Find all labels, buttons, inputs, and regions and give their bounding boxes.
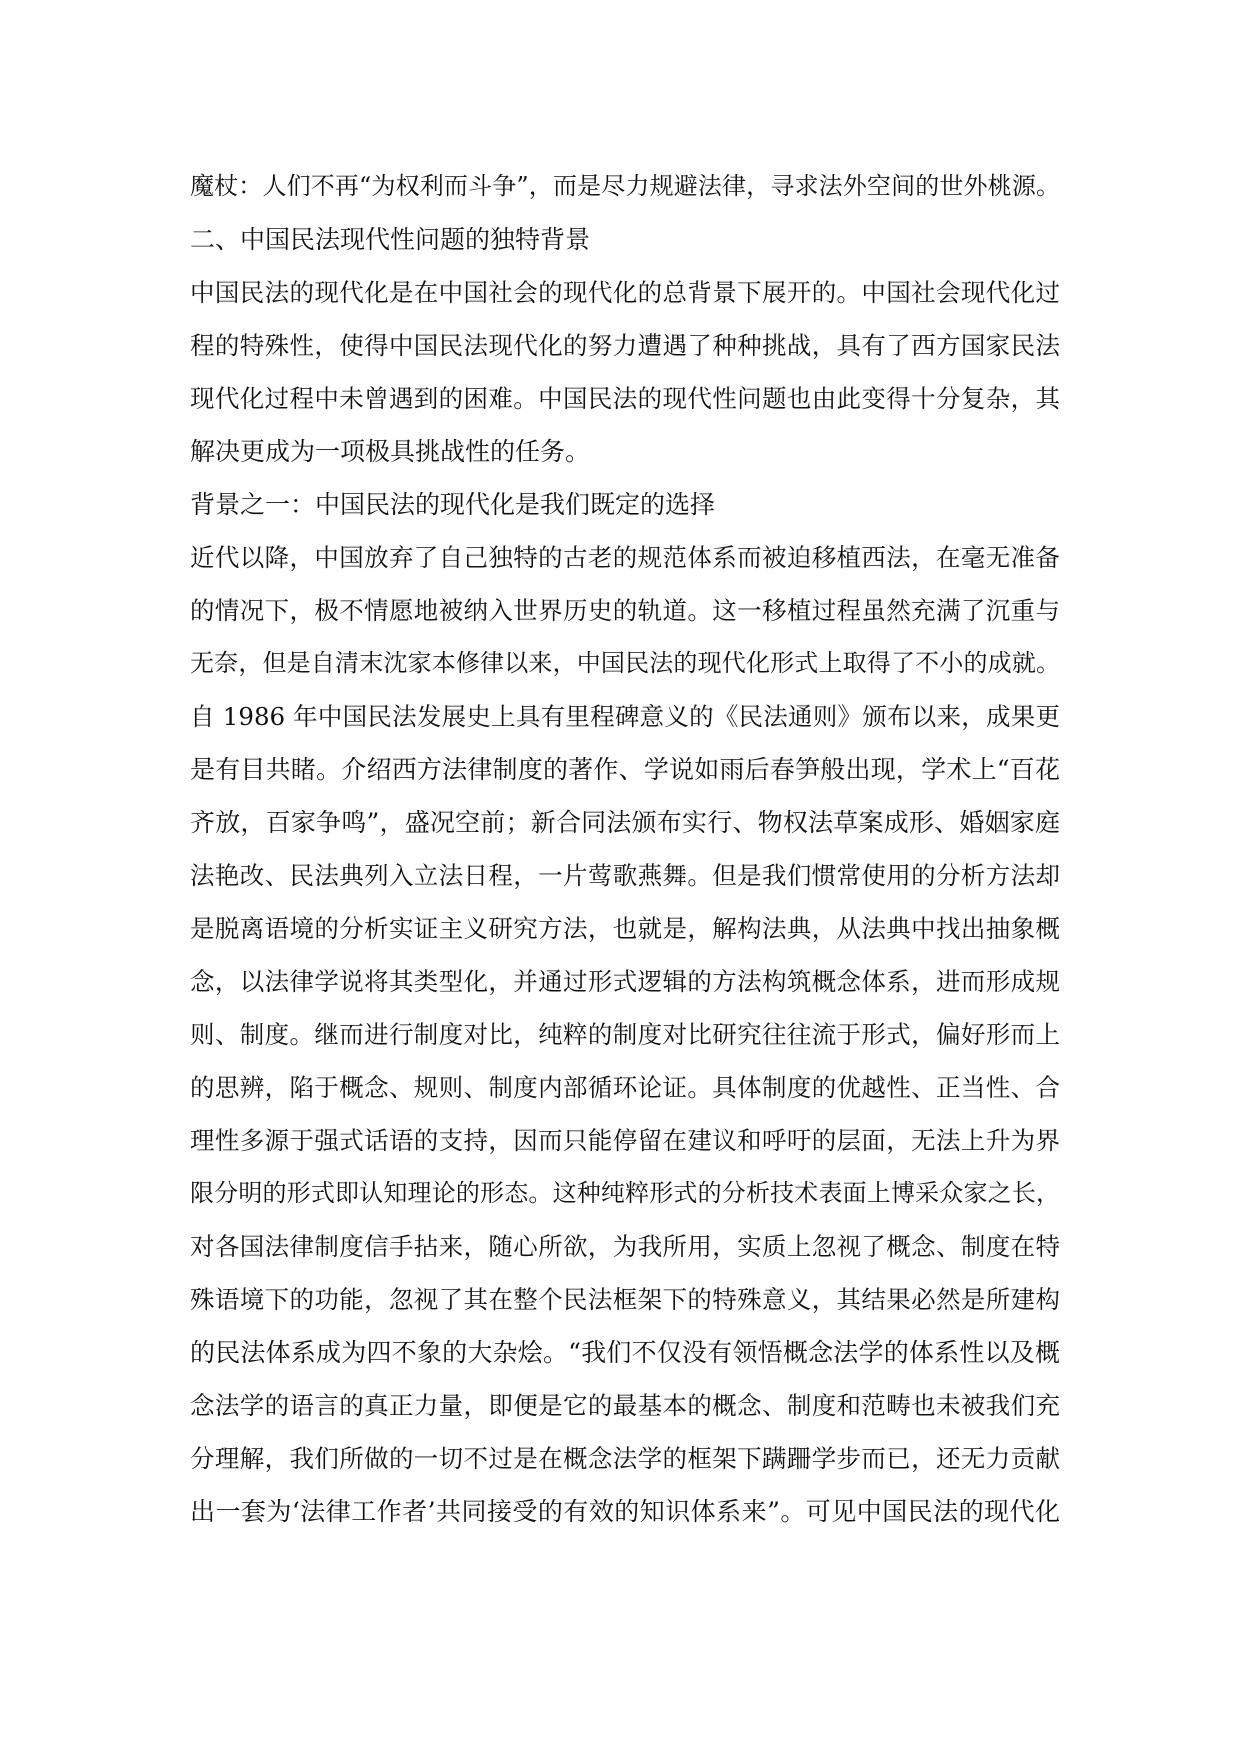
text-line: 魔杖：人们不再“为权利而斗争”，而是尽力规避法律，寻求法外空间的世外桃源。 xyxy=(190,172,1060,200)
text-line: 近代以降，中国放弃了自己独特的古老的规范体系而被迫移植西法，在毫无准备 xyxy=(190,543,1060,572)
text-line: 则、制度。继而进行制度对比，纯粹的制度对比研究往往流于形式，偏好形而上 xyxy=(190,1020,1060,1049)
text-line: 对各国法律制度信手拈来，随心所欲，为我所用，实质上忽视了概念、制度在特 xyxy=(190,1232,1060,1261)
text-line: 齐放，百家争鸣”，盛况空前；新合同法颁布实行、物权法草案成形、婚姻家庭 xyxy=(190,808,1060,837)
text-line: 法艳改、民法典列入立法日程，一片莺歌燕舞。但是我们惯常使用的分析方法却 xyxy=(190,861,1060,890)
text-line: 无奈，但是自清末沈家本修律以来，中国民法的现代化形式上取得了不小的成就。 xyxy=(190,649,1060,677)
text-line: 分理解，我们所做的一切不过是在概念法学的框架下蹒跚学步而已，还无力贡献 xyxy=(190,1444,1060,1473)
text-line: 程的特殊性，使得中国民法现代化的努力遭遇了种种挑战，具有了西方国家民法 xyxy=(190,331,1060,360)
section-heading: 二、中国民法现代性问题的独特背景 xyxy=(190,225,591,254)
text-line: 念法学的语言的真正力量，即便是它的最基本的概念、制度和范畴也未被我们充 xyxy=(190,1391,1060,1420)
text-line: 是有目共睹。介绍西方法律制度的著作、学说如雨后春笋般出现，学术上“百花 xyxy=(190,755,1060,784)
text-line: 念，以法律学说将其类型化，并通过形式逻辑的方法构筑概念体系，进而形成规 xyxy=(190,967,1060,996)
text-line: 出一套为‘法律工作者’共同接受的有效的知识体系来”。可见中国民法的现代化 xyxy=(190,1497,1060,1526)
text-line: 限分明的形式即认知理论的形态。这种纯粹形式的分析技术表面上博采众家之长， xyxy=(190,1179,1060,1207)
text-line: 是脱离语境的分析实证主义研究方法，也就是，解构法典，从法典中找出抽象概 xyxy=(190,914,1060,943)
body-text xyxy=(190,160,1060,1538)
text-line: 解决更成为一项极具挑战性的任务。 xyxy=(190,437,591,466)
text-line: 现代化过程中未曾遇到的困难。中国民法的现代性问题也由此变得十分复杂，其 xyxy=(190,384,1060,413)
text-line: 的情况下，极不情愿地被纳入世界历史的轨道。这一移植过程虽然充满了沉重与 xyxy=(190,596,1060,625)
text-line: 的民法体系成为四不象的大杂烩。“我们不仅没有领悟概念法学的体系性以及概 xyxy=(190,1338,1060,1367)
text-line: 的思辨，陷于概念、规则、制度内部循环论证。具体制度的优越性、正当性、合 xyxy=(190,1073,1060,1102)
text-line: 自 1986 年中国民法发展史上具有里程碑意义的《民法通则》颁布以来，成果更 xyxy=(190,702,1060,731)
text-line: 中国民法的现代化是在中国社会的现代化的总背景下展开的。中国社会现代化过 xyxy=(190,278,1060,307)
text-line: 理性多源于强式话语的支持，因而只能停留在建议和呼吁的层面，无法上升为界 xyxy=(190,1126,1060,1155)
text-line: 殊语境下的功能，忽视了其在整个民法框架下的特殊意义，其结果必然是所建构 xyxy=(190,1285,1060,1314)
subsection-heading: 背景之一：中国民法的现代化是我们既定的选择 xyxy=(190,490,716,519)
